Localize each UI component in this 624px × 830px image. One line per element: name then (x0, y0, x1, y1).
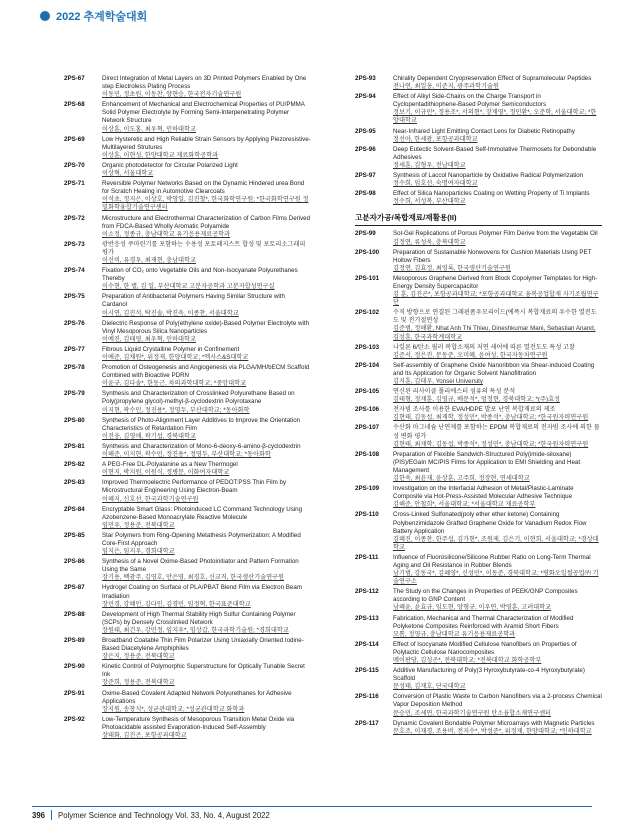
entry-body (102, 479, 311, 503)
entry-body (393, 362, 602, 386)
entry-authors: 이혜지, 신호선, 한국과학기술연구원 (102, 495, 199, 503)
entry-code: 2PS-109 (355, 485, 380, 493)
entry-authors: 정선아, 한세광, 포항공과대학교 (393, 135, 478, 143)
entry-code: 2PS-105 (355, 388, 380, 396)
entry-body (102, 162, 311, 178)
entry-authors: 김정연, 김효정, 최영록, 한국생산기술연구원 (393, 264, 511, 272)
abstract-entry (64, 637, 311, 661)
entry-title: A PEG-Free DL-Polyalanine as a New Thermogel (102, 461, 238, 469)
abstract-entry (64, 506, 311, 530)
entry-code: 2PS-104 (355, 361, 380, 369)
entry-body (102, 506, 311, 530)
entry-authors: 모톰, 정영규, 충남대학교 유기응용재료공학과 (393, 630, 516, 638)
entry-title: 전자빔 조사를 이용한 EVA/HDPE 발포 난연 복합재료의 제조 (393, 406, 556, 414)
entry-authors: 김정연, 류성욱, 충북대학교 (393, 238, 466, 246)
entry-title: Enhancement of Mechanical and Electrochemical Properties of PU/PMMA Solid Polymer Electrolyte by Forming Semi-Interpenetrating Polymer Network Structure (102, 101, 305, 125)
entry-body (393, 451, 602, 483)
abstract-entry (355, 309, 602, 341)
entry-title: Sol-Gel Replications of Porous Polymer Film Derive from the Vegetable Oil (393, 230, 598, 238)
abstract-entry (64, 584, 311, 608)
entry-code: 2PS-79 (64, 390, 85, 398)
entry-code: 2PS-76 (64, 319, 85, 327)
abstract-entry (355, 667, 602, 691)
entry-title: Hydrogel Coating on Surface of PLA/PBAT Blend Film via Electron Beam Irradiation (102, 584, 302, 600)
abstract-entry (64, 417, 311, 441)
entry-body (102, 346, 311, 362)
entry-authors: 임지은, 임지우, 경희대학교 (102, 548, 175, 556)
entry-title: 수직 방향으로 연결된 그래핀폼우모리이드(에폭시 복합재료의 우수한 열전도도 및 전기절연성 (393, 309, 597, 325)
entry-authors: 김태형, 정재훈, 김영규, 배문석*, 엄정현, 경북대학교; *(주)효성 (393, 396, 561, 404)
entry-title: Cross-Linked Sulfonated(poly ether ether ketone) Containing Polybenzimidazole Grafted Graphene Oxide for Vanadium Redox Flow Battery Application (393, 511, 587, 535)
entry-body (102, 663, 311, 687)
entry-title: Broadband Coatable Thin Film Polarizer Using Uniaxially Oriented Iodine-Based Diacetylene Amphiphiles (102, 637, 304, 653)
entry-title: Improved Thermoelectric Performance of PEDOT:PSS Thin Film by Microstructural Engineering Using Electron-Beam (102, 479, 287, 495)
entry-body (393, 424, 602, 448)
abstract-entry (355, 424, 602, 448)
entry-code: 2PS-90 (64, 663, 85, 671)
entry-code: 2PS-93 (355, 75, 376, 82)
entry-body (393, 693, 602, 717)
entry-code: 2PS-97 (355, 172, 376, 180)
abstract-entry (355, 451, 602, 483)
abstract-entry (64, 267, 311, 291)
abstract-entry (64, 532, 311, 556)
entry-code: 2PS-89 (64, 637, 85, 644)
entry-authors: 장기용, 백광주, 김영호, 안은영, 최경호, 신교직, 한국생산기술연구원 (102, 574, 285, 582)
entry-code: 2PS-110 (355, 511, 379, 519)
entry-title: Oxime-Based Covalent Adapted Network Polyurethanes for Adhesive Applications (102, 689, 292, 705)
entry-body (102, 320, 311, 344)
abstract-entry (64, 101, 311, 133)
abstract-entry (355, 249, 602, 273)
abstract-entry (355, 190, 602, 206)
abstract-entry (355, 362, 602, 386)
entry-body (102, 716, 311, 740)
abstract-entry (355, 511, 602, 551)
section-heading: 고분자가공/복합재료/재활용(II) (355, 212, 602, 226)
entry-authors: 정세훈, 김형우, 전남대학교 (393, 161, 466, 169)
abstract-entry (355, 172, 602, 188)
entry-body (102, 611, 311, 635)
entry-authors: 문호조, 이재경, 조용비, 전지수*, 박성준*, 위정재, 한양대학교; *인하대학교 (393, 727, 592, 735)
entry-authors: 이현지, 박지원, 이원식, 정병문, 이화여자대학교 (102, 469, 230, 477)
entry-code: 2PS-107 (355, 424, 380, 432)
entry-body (102, 690, 311, 714)
entry-authors: 문성태, 김재호, 단국대학교 (393, 683, 466, 691)
entry-code: 2PS-111 (355, 553, 379, 561)
entry-body (393, 128, 602, 144)
entry-authors: 전나연, 최일웅, 이준지, 광주과학기술원 (393, 83, 499, 91)
entry-code: 2PS-112 (355, 588, 379, 596)
entry-title: Synthesis and Characterization of Crosslinked Polyurethane Based on Poly(propylene glycol)-methyl-β-cyclodextrin Polyrotaxane (102, 390, 295, 406)
entry-title: 수산화 마그네슘 난연제를 포함하는 EPDM 복합재료의 전자빔 조사에 의한 물성 변화 평가 (393, 424, 600, 440)
entry-title: Synthesis and Characterization of Mono-6-deoxy-6-amino-β-cyclodextrin (102, 442, 301, 450)
abstract-entry (355, 388, 602, 404)
entry-authors: 이예준, 김채원*, 위정재, 한양대학교; *엑사스&S대학교 (102, 354, 249, 361)
entry-body (393, 93, 602, 125)
entry-title: Self-assembly of Graphene Oxide Nanoribbon via Shear-induced Coating and Its Application for Organic Solvent Nanofiltration (393, 361, 595, 377)
left-column (64, 75, 311, 742)
entry-code: 2PS-95 (355, 127, 376, 135)
entry-body (393, 344, 602, 360)
entry-code: 2PS-92 (64, 715, 85, 723)
entry-authors: 김준범, 정해환, Nhat Anh Thi Thieu, Dineshkumar Mani, Sebastian Anand, 김성훈, 한국과학계대학교 (393, 325, 596, 341)
entry-code: 2PS-100 (355, 248, 380, 256)
entry-code: 2PS-75 (64, 293, 85, 301)
abstract-entry (355, 75, 602, 91)
entry-code: 2PS-115 (355, 667, 379, 675)
entry-authors: 정보기, 이규민*, 정용조*, 서의현*, 장재영*, 정민환*, 오준학, 서울대학교; *한양대학교 (393, 109, 597, 125)
entry-code: 2PS-78 (64, 364, 85, 372)
abstract-entry (355, 693, 602, 717)
entry-authors: 이윤규, 김다솔*, 한동근, 차의과학대학교; *중앙대학교 (102, 380, 247, 388)
entry-title: Influence of Fluorosilicone/Silicone Rubber Ratio on Long-Term Thermal Aging and Oil Resistance in Rubber Blends (393, 553, 591, 569)
entry-code: 2PS-108 (355, 450, 380, 458)
page-number: 396 (32, 810, 46, 820)
entry-body (102, 241, 311, 265)
entry-authors: 이진웅, 김영애, 곽기섭, 경북대학교 (102, 432, 196, 440)
entry-authors: 장지원, 송창식*, 성균관대학교; *성균관대학교 화학과 (102, 705, 245, 713)
entry-title: 연신된 리사이클 폴리에스터 섬유의 특성 분석 (393, 388, 516, 396)
entry-authors: 이상훈, 이현성, 한양대학교 재료화학공학과 (102, 151, 219, 159)
entry-title: Synthesis of Photo-Alignment Layer Additives to Improve the Orientation Characteristics of Retardation Film (102, 416, 301, 432)
entry-title: Deep Eutectic Solvent-Based Self-Immolative Thermosets for Debondable Adhesives (393, 145, 597, 161)
entry-body (102, 390, 311, 414)
abstract-entry (355, 485, 602, 509)
abstract-entry (64, 346, 311, 362)
abstract-entry (355, 128, 602, 144)
entry-authors: 장원태, 최건우, 강민정, 임지우*, 임상갑, 한국과학기술원; *경희대학교 (102, 626, 289, 634)
entry-title: Low-Temperature Synthesis of Mesoporous Transition Metal Oxide via Photoacidable assisted Evaporation-Induced Self-Assembly (102, 715, 295, 731)
entry-title: Preparation of Flexible Sandwich-Structured Poly(imide-siloxane) (PIS)/EGaIn MC/PIS Films for Application to EMI Shielding and Heat Management (393, 450, 581, 474)
entry-title: Mesoporous Graphene Derived from Block Copolymer Templates for High-Energy Density Supercapacitor (393, 274, 598, 290)
entry-authors: 장태화, 김진곤, 포항공과대학교 (102, 732, 187, 740)
entry-body (393, 75, 602, 91)
entry-authors: 이지현, 곽수민, 정진용*, 정영두, 부산대학교; *동아화학 (102, 406, 250, 414)
entry-title: 광반응성 쿠마린기를 포함하는 수용성 포토레지스트 합성 및 포토리소그래피 평가 (102, 240, 306, 256)
entry-code: 2PS-106 (355, 406, 380, 414)
entry-code: 2PS-98 (355, 190, 376, 198)
bullet-icon (40, 11, 50, 21)
entry-code: 2PS-69 (64, 135, 85, 143)
entry-code: 2PS-117 (355, 719, 379, 727)
entry-title: Microstructure and Electrothermal Characterization of Carbon Films Derived from FDCA-Based Wholly Aromatic Polyamide (102, 214, 311, 230)
entry-code: 2PS-85 (64, 531, 85, 539)
entry-body (393, 230, 602, 246)
entry-body (393, 146, 602, 170)
abstract-entry (64, 75, 311, 99)
entry-authors: 김현태, 최재학, 김동섭, 박종석*, 정성민*, 충남대학교; *한국원자력연구원 (393, 440, 589, 448)
entry-title: Synthesis of a Novel Oxime-Based Photoinitiator and Pattern Formation Using the Same (102, 558, 299, 574)
entry-code: 2PS-70 (64, 161, 85, 169)
entry-code: 2PS-71 (64, 180, 85, 188)
entry-title: Fixation of CO₂ onto Vegetable Oils and Non-Isocyanate Polyurethanes Thereby (102, 267, 298, 283)
entry-body (393, 406, 602, 422)
abstract-entry (355, 720, 602, 736)
abstract-entry (64, 443, 311, 459)
entry-authors: 이상훈, 이도홍, 최우혁, 인하대학교 (102, 125, 196, 133)
entry-authors: 장준희, 정용준, 전북대학교 (102, 679, 175, 687)
entry-body (102, 364, 311, 388)
entry-title: Effect of Silica Nanoparticles Coating on Wetting Property of Ti Implants (393, 190, 590, 198)
right-top-list (355, 75, 602, 206)
abstract-entry (64, 716, 311, 740)
abstract-entry (64, 690, 311, 714)
entry-title: Chirality Dependent Cryopreservation Effect of Supramolecular Peptides (393, 75, 592, 82)
entry-code: 2PS-91 (64, 689, 85, 697)
entry-code: 2PS-86 (64, 558, 85, 566)
abstract-entry (355, 588, 602, 612)
entry-title: Near-Infrared Light Emitting Contact Lens for Diabetic Retinopathy (393, 127, 575, 135)
entry-code: 2PS-94 (355, 93, 376, 101)
entry-code: 2PS-102 (355, 309, 380, 317)
entry-body (393, 388, 602, 404)
entry-authors: 남혜윤, 윤효규, 임도현, 양형규, 이우연, 박영훈, 고려대학교 (393, 604, 552, 612)
entry-code: 2PS-99 (355, 230, 376, 238)
entry-code: 2PS-87 (64, 584, 85, 592)
entry-title: Direct Integration of Metal Layers on 3D Printed Polymers Enabled by One step Electroless Plating Process (102, 75, 307, 91)
page-footer (32, 810, 592, 820)
entry-title: Preparation of Sustainable Nonwovens for Cushion Materials Using PET Hollow Fibers (393, 248, 592, 264)
right-column (355, 75, 602, 738)
entry-code: 2PS-77 (64, 345, 85, 353)
page-header (40, 8, 147, 24)
entry-authors: 이신비, 유경우, 최재현, 충남대학교 (102, 256, 196, 264)
entry-authors: 장은지, 정용준, 전북대학교 (102, 653, 175, 661)
entry-code: 2PS-73 (64, 240, 85, 248)
entry-body (102, 417, 311, 441)
entry-code: 2PS-68 (64, 101, 85, 109)
entry-code: 2PS-116 (355, 693, 379, 701)
right-bottom-list (355, 230, 602, 735)
abstract-entry (355, 406, 602, 422)
entry-body (102, 75, 311, 99)
entry-body (102, 101, 311, 133)
entry-body (393, 249, 602, 273)
entry-body (393, 511, 602, 551)
entry-title: Effect of Isocyanate Modified Cellulose Nanofibers on Properties of Polylactic Cellulose Nanocomposites (393, 640, 577, 656)
abstract-entry (64, 293, 311, 317)
entry-code: 2PS-103 (355, 343, 380, 351)
entry-title: Conversion of Plastic Waste to Carbon Nanofibers via a 2-process Chemical Vapor Deposition Method (393, 693, 602, 709)
abstract-entry (64, 390, 311, 414)
entry-code: 2PS-114 (355, 640, 379, 648)
entry-title: Low Hysteretic and High Reliable Strain Sensors by Applying Piezoresistive-Multilayered Strutures (102, 135, 311, 151)
entry-body (393, 309, 602, 341)
entry-authors: 정수희, 임호선, 숙명여자대학교 (393, 180, 478, 188)
entry-body (102, 136, 311, 160)
abstract-entry (355, 554, 602, 586)
entry-code: 2PS-80 (64, 416, 85, 424)
entry-title: Dielectric Response of Poly(ethylene oxide)-Based Polymer Electrolyte with Vinyl Mesoporous Silica Nanoparticles (102, 319, 310, 335)
entry-title: Additive Manufacturing of Poly(3 Hyroxybutyrate-co-4 Hyroxybutyrate) Scaffold (393, 667, 585, 683)
footer-separator (51, 810, 52, 820)
page-header-title: 2022 추계학술대회 (56, 11, 148, 23)
entry-title: Promotion of Osteogenesis and Angiogenesis via PLGA/MH/bECM Scaffold Combined with Bioactive PDRN (102, 364, 310, 380)
entry-body (102, 267, 311, 291)
abstract-entry (355, 615, 602, 639)
entry-body (102, 532, 311, 556)
entry-title: 나일론 6/탄소 필러 복합소재의 저연 세어에 따른 열전도도 특성 고찰 (393, 343, 576, 351)
entry-code: 2PS-72 (64, 214, 85, 222)
entry-authors: 이소정, 정종규, 충남대학교 유기응용재료공학과 (102, 230, 231, 238)
entry-body (393, 615, 602, 639)
entry-code: 2PS-101 (355, 274, 380, 282)
entry-authors: 남기범, 강동국*, 김혜영*, 신성민*, 이동준, 경북대학교; *평화오일씰공업㈜ 기술연구소 (393, 570, 599, 586)
entry-body (393, 720, 602, 736)
entry-title: Star Polymers from Ring-Opening Metathesis Polymerization: A Modified Core-First Approach (102, 531, 301, 547)
entry-title: Fibrous Liquid Crystalline Polymer in Confinement (102, 345, 240, 353)
journal-citation: Polymer Science and Technology Vol. 33, No. 4, August 2022 (58, 810, 270, 820)
abstract-entry (355, 275, 602, 307)
abstract-entry (64, 611, 311, 635)
entry-title: Preparation of Antibacterial Polymers Having Similar Structure with Cardanol (102, 293, 285, 309)
abstract-entry (64, 364, 311, 388)
abstract-entry (64, 162, 311, 178)
entry-body (102, 637, 311, 661)
abstract-entry (64, 320, 311, 344)
entry-code: 2PS-88 (64, 610, 85, 618)
entry-code: 2PS-84 (64, 505, 85, 513)
abstract-entry (64, 136, 311, 160)
entry-title: Reversible Polymer Networks Based on the Dynamic Hindered urea Bond for Scratch Healing in Automotive Clearcoats (102, 180, 305, 196)
entry-code: 2PS-67 (64, 75, 85, 82)
entry-authors: 임민우, 정용준, 전북대학교 (102, 521, 175, 529)
entry-body (102, 558, 311, 582)
abstract-entry (355, 641, 602, 665)
entry-authors: 김 훈, 김진곤*, 포항공과대학교; *포항공과대학교 융복공업합재 자기조립연구단 (393, 291, 599, 307)
entry-title: Synthesis of Laccol Nanoparticle by Oxidative Radical Polymerization (393, 172, 584, 180)
abstract-entry (64, 461, 311, 477)
entry-authors: 이동민, 정초원, 이동찬, 양현승, 한국전자기술연구원 (102, 91, 242, 99)
entry-body (102, 293, 311, 317)
entry-code: 2PS-83 (64, 479, 85, 487)
entry-title: Dynamic Covalent Bondable Polymer Microarrays with Magnetic Particles (393, 719, 595, 727)
entry-code: 2PS-81 (64, 442, 85, 450)
entry-code: 2PS-96 (355, 145, 376, 153)
entry-authors: 장민경, 강혜인, 김다인, 김경민, 임정혁, 한국표준대학교 (102, 600, 251, 608)
entry-authors: 이예진, 김태영, 최우혁, 인하대학교 (102, 335, 196, 343)
entry-body (102, 461, 311, 477)
entry-title: Investigation on the Interfacial Adhesion of Metal/Plastic-Laminate Composite via Hot-Press-Assisted Molecular Adhesive Technique (393, 485, 574, 501)
entry-authors: 김혜진, 이종찬, 한주섭, 김가현*, 조원제, 김은기, 이현희, 서울대학교; *경상대학교 (393, 535, 599, 551)
entry-body (393, 190, 602, 206)
entry-body (102, 180, 311, 212)
entry-code: 2PS-74 (64, 267, 85, 275)
entry-authors: 정수희, 서성복, 부산대학교 (393, 198, 466, 206)
abstract-entry (64, 558, 311, 582)
abstract-entry (64, 241, 311, 265)
entry-body (102, 215, 311, 239)
abstract-entry (355, 146, 602, 170)
entry-title: Fabrication, Mechanical and Thermal Characterization of Modified Polyketone Composites Reinforced with Aramid Short Fibers (393, 614, 574, 630)
entry-authors: 이시연, 김진석, 탁진솔, 박진욱, 이종찬, 서울대학교 (102, 309, 239, 317)
entry-body (393, 275, 602, 307)
footer-rule (32, 806, 592, 807)
abstract-entry (64, 663, 311, 687)
entry-title: Effect of Alkyl Side-Chains on the Charge Transport in Cyclopentadithiophene-Based Polymer Semiconductors (393, 93, 547, 109)
entry-body (393, 485, 602, 509)
abstract-entry (64, 479, 311, 503)
entry-title: Organic photodetector for Circular Polarized Light (102, 161, 238, 169)
entry-body (102, 584, 311, 608)
abstract-entry (355, 93, 602, 125)
entry-title: Kinetic Control of Polymorphic Superstructure for Optically Tunable Secret Ink (102, 663, 305, 679)
entry-authors: 이상혁, 서울대학교 (102, 170, 154, 178)
abstract-entry (355, 344, 602, 360)
entry-title: Encryptable Smart Glass: Photoinduced LC Command Technology Using Azobenzene-Based Monoacrylate Reactive Molecule (102, 505, 303, 521)
entry-authors: 김현태, 김동섭, 최재학, 정성민*, 박종석*, 충남대학교; *한국원자력연구원 (393, 414, 589, 422)
entry-authors: 문승민, 조세연, 한국과학기술연구원 탄소융합소재연구센터 (393, 709, 552, 717)
entry-code: 2PS-113 (355, 614, 379, 622)
entry-body (102, 443, 311, 459)
abstract-entry (355, 230, 602, 246)
entry-title: The Study on the Changes in Properties of PEEK/GNP Composites according to GNP Content (393, 588, 578, 604)
entry-authors: 김지훈, 김태우, Yonsei University (393, 378, 483, 385)
entry-authors: 이수현, 한 별, 김 일, 부산대학교 고분자공학과 고분자합성연구실 (102, 283, 275, 291)
entry-authors: 김한욱, 최윤재, 윤상훈, 고주희, 정장현, 연세대학교 (393, 475, 530, 483)
entry-body (393, 588, 602, 612)
entry-authors: 김준서, 정은진, 문동준, 오미혜, 윤여성, 한국자동차연구원 (393, 351, 548, 359)
entry-code: 2PS-82 (64, 461, 85, 469)
entry-authors: 메이판당, 김성곤*, 전북대학교; *전북대학교 화학공학부 (393, 657, 542, 664)
entry-authors: 김해준, 안철희*, 서울대학교; *서울대학교 재료공학부 (393, 501, 536, 509)
entry-title: Development of High Thermal Stability High Sulfur Containing Polymer (SCPs) by Densely Crosslinked Network (102, 610, 296, 626)
entry-body (393, 641, 602, 665)
entry-body (393, 667, 602, 691)
abstract-entry (64, 180, 311, 212)
entry-authors: 이석초, 정지은, 이상호, 박영일, 김진철*, 한국화학연구원; *한국화학연구원 정밀화학융합기술연구센터 (102, 196, 309, 212)
entry-authors: 이해준, 이지현, 곽수민, 정진용*, 정영두, 부산대학교; *동아화학 (102, 451, 271, 459)
entry-body (393, 172, 602, 188)
abstract-entry (64, 215, 311, 239)
entry-body (393, 554, 602, 586)
